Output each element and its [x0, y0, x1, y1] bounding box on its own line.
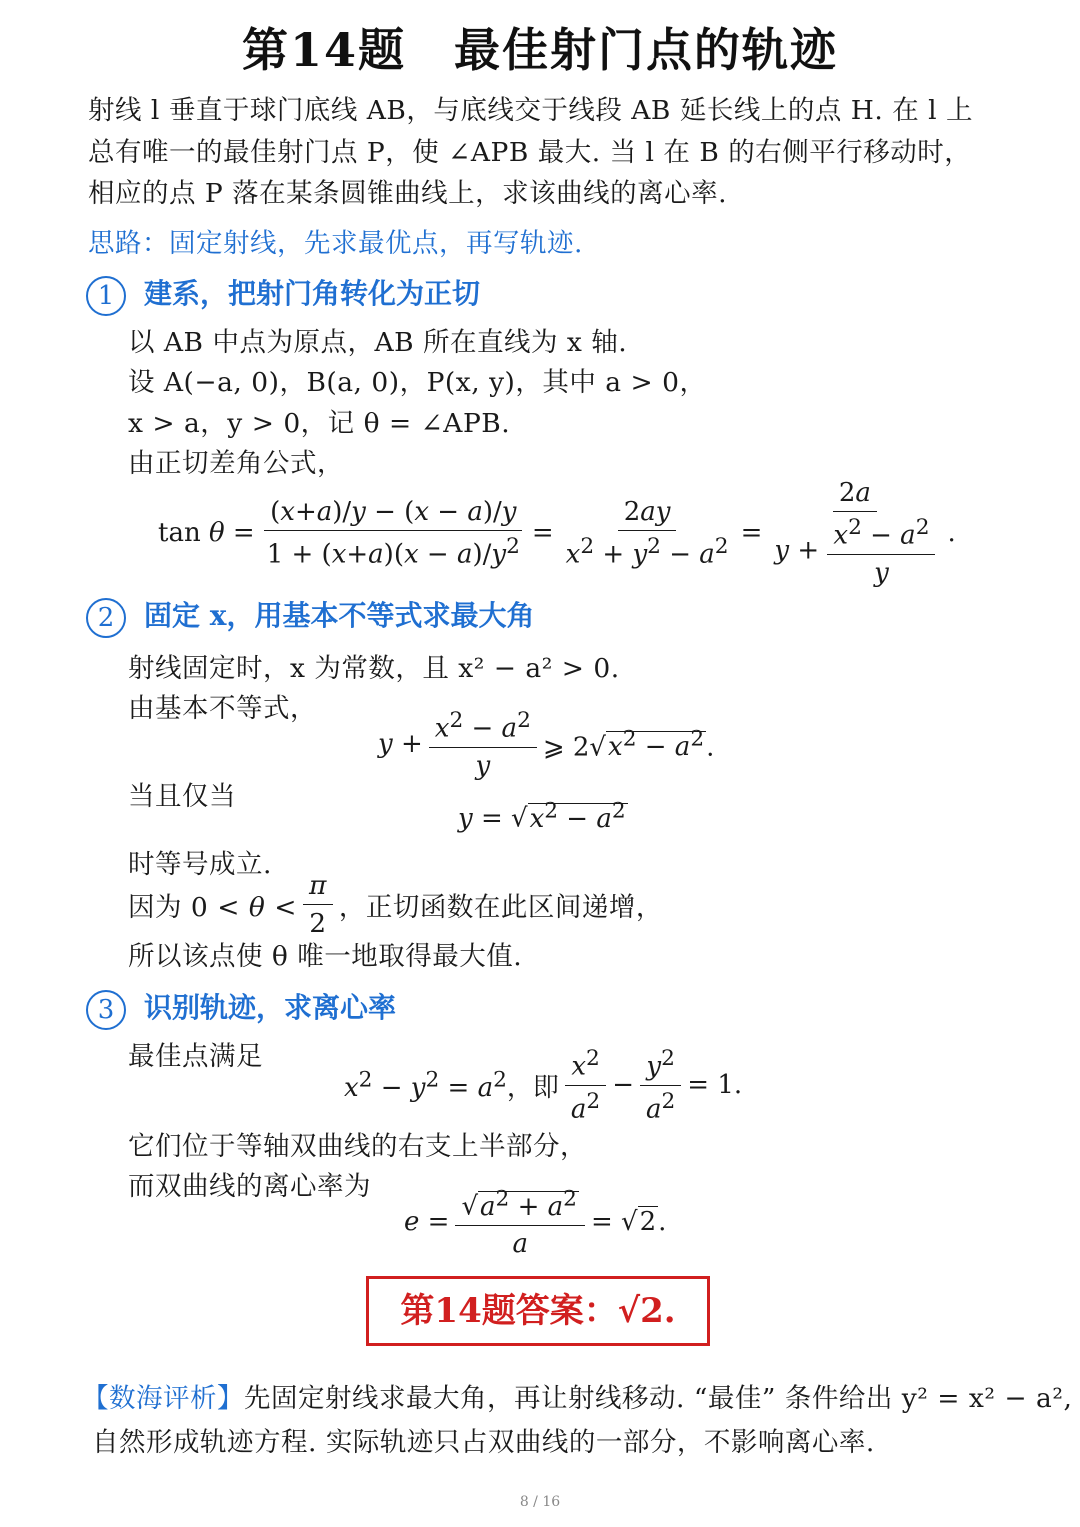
page-title: 第14题 最佳射门点的轨迹 [241, 23, 838, 77]
step3-title: 识别轨迹，求离心率 [144, 991, 397, 1024]
problem-line-1: 射线 l 垂直于球门底线 AB，与底线交于线段 AB 延长线上的点 H. 在 l 上 [88, 95, 974, 126]
step1-title: 建系，把射门角转化为正切 [144, 277, 481, 310]
hint: 思路：固定射线，先求最优点，再写轨迹. [88, 228, 583, 259]
step1-heading [86, 272, 480, 316]
step2-title: 固定 x，用基本不等式求最大角 [144, 599, 535, 632]
step2-line-3: 当且仅当 [128, 781, 236, 812]
step2-line-6: 所以该点使 θ 唯一地取得最大值. [128, 941, 523, 972]
step1-line-1: 以 AB 中点为原点，AB 所在直线为 x 轴. [128, 327, 628, 358]
step2-line-2: 由基本不等式， [128, 693, 317, 724]
step2-line-5: 因为 0 < θ < $\frac{\pi}{2}$ ， 正切函数在此区间递增， [128, 870, 663, 939]
step1-number-badge: 1 [86, 276, 126, 316]
problem-line-3: 相应的点 P 落在某条圆锥曲线上，求该曲线的离心率. [88, 178, 728, 209]
step2-number-badge: 2 [86, 598, 126, 638]
step3-line-1: 最佳点满足 [128, 1041, 263, 1072]
problem-line-2: 总有唯一的最佳射门点 P，使 ∠APB 最大. 当 l 在 B 的右侧平行移动时， [88, 137, 972, 168]
step3-line-2: 它们位于等轴双曲线的右支上半部分， [128, 1131, 587, 1162]
step1-line-2: 设 A(−a, 0)，B(a, 0)，P(x, y)，其中 a > 0， [128, 367, 707, 398]
step1-line-3: x > a，y > 0，记 θ = ∠APB. [128, 408, 511, 439]
step2-line-4: 时等号成立. [128, 849, 272, 880]
step2-heading [86, 594, 534, 638]
step2-line-1: 射线固定时，x 为常数，且 x² − a² > 0. [128, 653, 620, 684]
hyperbola-equation: $x^2 - y^2 = a^2$，即 $\frac{x^2}{a^2}$ − $\frac{y^2}{a^2}$ = 1. [344, 1046, 743, 1125]
step3-line-3: 而双曲线的离心率为 [128, 1171, 371, 1202]
page-number: 8 / 16 [519, 1494, 561, 1510]
am-gm-inequality: y + $\frac{x^2 - a^2}{y}$ ⩾ $2√x^2 - a^2$. [378, 708, 715, 781]
analysis-line-2: 自然形成轨迹方程. 实际轨迹只占双曲线的一部分，不影响离心率. [92, 1427, 875, 1458]
step3-heading [86, 986, 396, 1030]
tan-formula: tan θ = $\frac{(x+a)/y - (x - a)/y}{1 + (x+a)(x - a)/y^2}$ = $\frac{2ay}{x^2 + y^2 - a^2}$ = 2a y + $\frac{x^2 - a^2}{y}$ . [158, 478, 956, 588]
answer-box: 第14题答案：√2. [366, 1276, 710, 1346]
analysis-label: 【数海评析】 [82, 1383, 244, 1414]
step3-number-badge: 3 [86, 990, 126, 1030]
analysis-text-1: 先固定射线求最大角，再让射线移动. “最佳” 条件给出 y² = x² − a², [244, 1383, 1073, 1414]
equality-condition: $y = √x^2 - a^2$ [458, 798, 626, 834]
eccentricity-formula: e = $\frac{√a^2 + a^2}{a}$ = √2. [404, 1186, 667, 1259]
step2-increasing-text: 正切函数在此区间递增， [365, 892, 663, 923]
step1-line-4: 由正切差角公式， [128, 448, 344, 479]
analysis-line-1 [82, 1376, 1072, 1415]
